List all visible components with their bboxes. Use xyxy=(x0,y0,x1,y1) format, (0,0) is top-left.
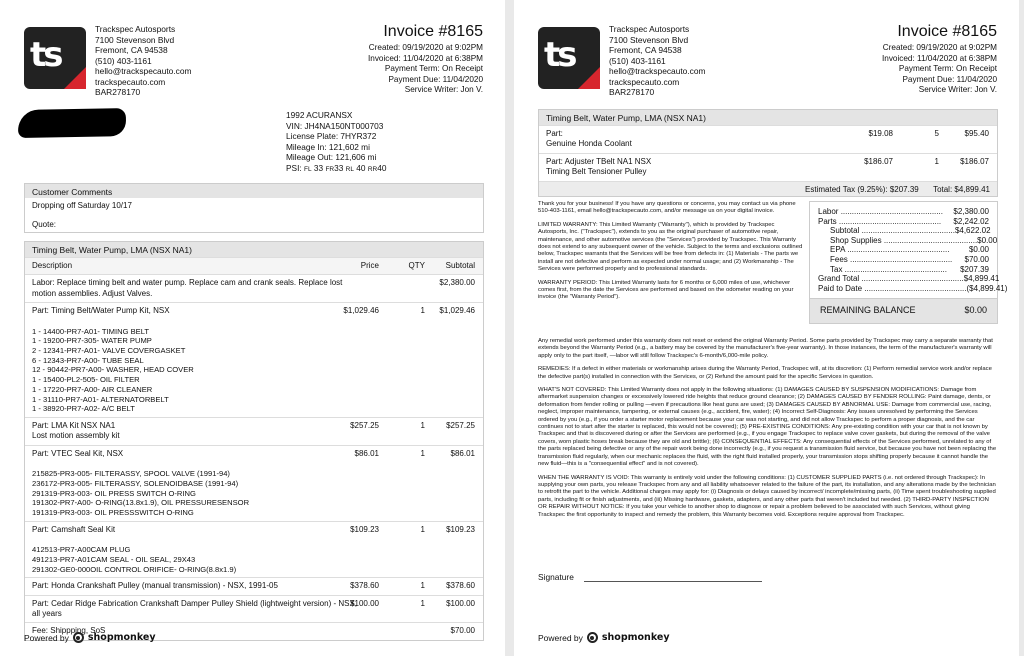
row-description: Part: Genuine Honda Coolant xyxy=(546,129,632,149)
shop-logo: ts xyxy=(24,27,86,89)
warranty-period-text: WARRANTY PERIOD: This Limited Warranty lasts for 6 months or 6,000 miles of use, whichever comes first, from the date the Services are performed and based on the odometer reading on your invoice (the "Warranty Period"). xyxy=(538,279,794,301)
invoice-payment-due: Payment Due: 11/04/2020 xyxy=(902,74,997,84)
row-price: $378.60 xyxy=(350,581,379,591)
col-price: Price xyxy=(360,261,379,270)
remaining-balance: REMAINING BALANCE $0.00 xyxy=(810,298,997,323)
summary-parts: Parts .............................................. $2,242.02 xyxy=(818,216,989,226)
row-price: $100.00 xyxy=(350,598,379,608)
vehicle-mileage-out: Mileage Out: 121,606 mi xyxy=(286,152,377,162)
row-price: $1,029.46 xyxy=(343,306,379,316)
shopmonkey-brand: shopmonkey xyxy=(601,632,670,643)
limited-warranty-text: LIMITED WARRANTY: This Limited Warranty ("Warranty"), which is provided by Trackspec Autosports, Inc. ("Trackspec"), extends to you as the original purchaser of automotive repair, maintenance, and other automotive services (the "Services") provided by Trackspec. This Warranty does not extend to any subsequent owner of the vehicle. Subject to the terms and exclusions outlined below, Trackspec warrants that the Services will be free from defects in: (1) Materials - The parts we install are not defective and perform as expected under normal usage; and (2) Workmanship - The Services were performed properly and to professional standards. xyxy=(538,221,803,273)
invoice-invoiced: Invoiced: 11/04/2020 at 6:38PM xyxy=(881,53,997,63)
table-row xyxy=(25,302,483,417)
shop-name: Trackspec Autosports xyxy=(609,24,690,34)
job-totals xyxy=(539,181,997,196)
summary-tax: Tax .............................................. $207.39 xyxy=(830,264,989,274)
row-subtotal: $109.23 xyxy=(446,524,475,534)
invoice-title: Invoice #8165 xyxy=(897,23,997,40)
invoice-invoiced: Invoiced: 11/04/2020 at 6:38PM xyxy=(367,53,483,63)
shop-info xyxy=(95,24,191,98)
shopmonkey-brand: shopmonkey xyxy=(87,632,156,643)
table-header-row xyxy=(25,257,483,274)
vehicle-vin: VIN: JH4NA150NT000703 xyxy=(286,120,384,131)
row-description: Part: LMA Kit NSX NA1 Lost motion assembly kit xyxy=(32,420,120,441)
row-price: $186.07 xyxy=(864,156,893,166)
invoice-created: Created: 09/19/2020 at 9:02PM xyxy=(882,43,997,52)
shop-phone: (510) 403-1161 xyxy=(609,55,666,66)
row-subtotal: $70.00 xyxy=(450,626,475,636)
vehicle-mileage-in: Mileage In: 121,602 mi xyxy=(286,141,370,152)
row-description: Part: Camshaft Seal Kit xyxy=(32,524,116,534)
shop-info xyxy=(609,24,705,98)
vehicle-name: 1992 ACURANSX xyxy=(286,110,353,120)
row-qty: 1 xyxy=(420,448,425,458)
row-subtotal: $378.60 xyxy=(446,581,475,591)
shop-phone: (510) 403-1161 xyxy=(95,55,152,66)
shop-address2: Fremont, CA 94538 xyxy=(95,45,168,55)
summary-box xyxy=(809,201,1008,324)
invoice-info xyxy=(882,22,997,96)
vehicle-plate: License Plate: 7HYR372 xyxy=(286,131,377,141)
row-qty: 1 xyxy=(420,524,425,534)
estimated-tax: Estimated Tax (9.25%): $207.39 xyxy=(805,184,919,194)
summary-fees: Fees .............................................. $70.00 xyxy=(830,254,989,264)
row-price: $109.23 xyxy=(350,524,379,534)
job-total: Total: $4,899.41 xyxy=(933,184,990,194)
not-covered-text: WHAT'S NOT COVERED: This Limited Warranty does not apply in the following situations: (1) DAMAGES CAUSED BY SUSPENSION MODIFICATIONS: Damage from aftermarket suspension changes or excessively lowered ride heights that reduce ground clearance; (2) DAMAGES CAUSED BY FENDER ROLLING: Paint damage, dents, or deformation from fender rolling or pulling —even if precautions like heat guns are used; (3) DAMAGES CAUSED BY ABNORMAL USE: Damage from commercial use, racing, neglect, improper maintenance, tampering, or external causes (e.g., accident, fire, water); (4) Incorrect Self-Diagnosis: Any issues unresolved by performing the Services ordered by you (e.g., if you order a starter motor replacement because your car was not starting, and did not allow Trackspec to perform a proper diagnosis, and the car continues not to start after the starter is replaced, this would not be covered); (5) PRE-EXISTING CONDITIONS: Any pre-existing condition with your car that is not known by Trackspec and that is discovered during or after the Services are performed (e.g., if you engage Trackspec to replace valve cover gaskets, but during the removal of the valve covers, worn plastic hoses break because they are old and brittle); (6) CONSEQUENTIAL EFFECTS: Any consequential effects of the Services performed, unrelated to any of the parts replaced being defective or any of the repair work being done incorrectly (e.g., if you request a transmission fluid service, but because you have not been replacing the transmission fluid regularly, when our mechanic replaces the fluid, with the right fluid installed properly, your transmission stops shifting properly because it cannot handle the new fluid—this is a "consequential effect" and is not covered). xyxy=(538,387,997,468)
table-row xyxy=(25,577,483,594)
logo-red-corner xyxy=(578,67,600,89)
shop-website: trackspecauto.com xyxy=(95,76,166,87)
table-row xyxy=(25,274,483,302)
job-title: Timing Belt, Water Pump, LMA (NSX NA1) xyxy=(539,110,997,125)
row-description: Part: VTEC Seal Kit, NSX xyxy=(32,448,124,458)
invoice-payment-term: Payment Term: On Receipt xyxy=(898,64,997,73)
row-description: Part: Cedar Ridge Fabrication Crankshaft Damper Pulley Shield (lightweight version) - NSX, all years xyxy=(32,598,358,619)
invoice-service-writer: Service Writer: Jon V. xyxy=(404,85,483,94)
page-divider xyxy=(505,0,514,656)
shop-bar: BAR278170 xyxy=(95,87,141,97)
summary-grand-total: Grand Total .............................................. $4,899.41 xyxy=(818,274,1000,284)
part-numbers-list: 215825-PR3-005- FILTERASSY, SPOOL VALVE (1991-94) 236172-PR3-005- FILTERASSY, SOLENOIDBASE (1991-94) 291319-PR3-003- OIL PRESS SWITCH O-RING 191302-PR7-A00- O-RING(13.8x1.9), OIL PRESSURESENSOR 191319-PR3-003- OIL PRESSSWITCH O-RING xyxy=(32,469,250,517)
row-subtotal: $1,029.46 xyxy=(439,306,475,316)
table-row xyxy=(539,153,997,181)
row-qty: 5 xyxy=(934,129,939,138)
job-table xyxy=(24,241,484,641)
invoice-created: Created: 09/19/2020 at 9:02PM xyxy=(368,43,483,52)
invoice-page-2 xyxy=(514,0,1019,656)
shop-email: hello@trackspecauto.com xyxy=(609,66,706,76)
shop-name: Trackspec Autosports xyxy=(95,24,176,34)
signature-label: Signature xyxy=(538,572,574,582)
shop-bar: BAR278170 xyxy=(609,87,655,97)
row-qty: 1 xyxy=(420,420,425,430)
col-subtotal: Subtotal xyxy=(445,261,475,270)
row-subtotal: $186.07 xyxy=(960,156,989,166)
job-title: Timing Belt, Water Pump, LMA (NSX NA1) xyxy=(25,242,483,257)
vehicle-info xyxy=(286,110,386,175)
summary-paid-to-date: Paid to Date .............................................. ($4,899.41) xyxy=(818,283,1008,293)
table-row xyxy=(25,445,483,521)
shopmonkey-logo-icon xyxy=(587,632,598,643)
summary-subtotal: Subtotal .......................................... $4,622.02 xyxy=(830,226,991,236)
row-qty: 1 xyxy=(420,306,425,316)
summary-shop-supplies: Shop Supplies .......................................... $0.00 xyxy=(830,235,998,245)
invoice-info xyxy=(368,22,483,96)
invoice-page-1 xyxy=(0,0,505,656)
table-row xyxy=(25,595,483,623)
row-subtotal: $95.40 xyxy=(964,129,989,138)
vehicle-psi: PSI: FL 33 FR33 RL 40 RR40 xyxy=(286,162,387,173)
row-subtotal: $100.00 xyxy=(446,598,475,608)
table-row xyxy=(25,521,483,578)
shopmonkey-logo-icon xyxy=(73,632,84,643)
summary-epa: EPA .............................................. $0.00 xyxy=(830,245,989,255)
shop-address1: 7100 Stevenson Blvd xyxy=(609,34,689,45)
shop-logo: ts xyxy=(538,27,600,89)
warranty-text-full xyxy=(538,338,998,525)
powered-by: Powered by shopmonkey xyxy=(24,632,156,643)
summary-labor: Labor .............................................. $2,380.00 xyxy=(818,207,989,216)
comments-text: Dropping off Saturday 10/17 xyxy=(32,201,132,210)
row-description: Part: Honda Crankshaft Pulley (manual transmission) - NSX, 1991-05 xyxy=(32,581,278,591)
warranty-void-text: WHEN THE WARRANTY IS VOID: This warranty is entirely void under the following conditions: (1) CUSTOMER SUPPLIED PARTS (i.e. not ordered through Trackspec): In supplying your own parts, you release Trackspec from any and all liability whatsoever related to the failure of the part, its installation, and any alterations made by the technician to retrofit the part to the vehicle. Additional charges may apply for: (i) Diagnosis or delays caused by incorrect/ incomplete/missing parts, (ii) Time spent troubleshooting supplied parts, including fit or finish adjustments, and (iii) Missing hardware, gaskets, adapters, and any other parts that weren't included but needed. (2) THIRD-PARTY INSPECTION OR REPAIR WITHOUT NOTICE: If you take your vehicle to another shop to diagnose or repair a problem believed to be associated with such Services, without giving Trackspec the first opportunity to inspect and remedy the problem, this Warranty becomes void. Exceptions require approval from Trackspec. xyxy=(538,474,996,518)
comments-header: Customer Comments xyxy=(25,184,483,198)
remedies-text: REMEDIES: If a defect in either materials or workmanship arises during the Warranty Period, Trackspec will, at its discretion: (1) Perform remedial service work and/or replace the defective part(s) installed in connection with the Services, or (2) Refund the amount paid for the specific Services in question. xyxy=(538,366,992,380)
row-qty: 1 xyxy=(420,598,425,608)
job-rows xyxy=(539,125,997,181)
table-row xyxy=(539,125,997,153)
thank-you-text: Thank you for your business! If you have any questions or concerns, you may contact us via phone 510-403-1161, email hello@trackspecauto.com, and/or message us on your digital invoice. xyxy=(538,201,796,215)
table-row xyxy=(25,417,483,445)
row-description: Fee: Shippping, SoS xyxy=(32,626,106,636)
job-table-continued xyxy=(538,109,998,197)
shop-address1: 7100 Stevenson Blvd xyxy=(95,34,175,45)
signature-area xyxy=(538,572,762,582)
invoice-title: Invoice #8165 xyxy=(383,23,483,40)
row-price: $86.01 xyxy=(354,448,379,458)
signature-line[interactable] xyxy=(584,573,762,582)
row-subtotal: $257.25 xyxy=(446,420,475,430)
customer-comments xyxy=(24,183,484,233)
part-numbers-list: 1 - 14400-PR7-A01- TIMING BELT 1 - 19200-PR7-305- WATER PUMP 2 - 12341-PR7-A01- VALVE COVERGASKET 6 - 12343-PR7-A00- TUBE SEAL 12 - 90442-PR7-A00- WASHER, HEAD COVER 1 - 15400-PL2-505- OIL FILTER 1 - 17220-PR7-A00- AIR CLEANER 1 - 31110-PR7-A01- ALTERNATORBELT 1 - 38920-PR7-A02- A/C BELT xyxy=(32,326,194,414)
row-subtotal: $2,380.00 xyxy=(439,278,475,288)
row-description: Part: Adjuster TBelt NA1 NSX Timing Belt Tensioner Pulley xyxy=(546,156,652,177)
row-price: $19.08 xyxy=(868,129,893,138)
row-qty: 1 xyxy=(420,581,425,591)
invoice-payment-due: Payment Due: 11/04/2020 xyxy=(388,74,483,84)
row-description: Labor: Replace timing belt and water pump. Replace cam and crank seals. Replace lost motion assemblies. Adjust Valves. xyxy=(32,278,343,298)
row-description: Part: Timing Belt/Water Pump Kit, NSX xyxy=(32,306,170,316)
part-numbers-list: 412513-PR7-A00CAM PLUG 491213-PR7-A01CAM SEAL - OIL SEAL, 29X43 291302-GE0-000OIL CONTROL ORIFICE- O-RING(8.8x1.9) xyxy=(32,545,237,574)
shop-email: hello@trackspecauto.com xyxy=(95,66,192,76)
warranty-text-column xyxy=(538,201,804,308)
invoice-service-writer: Service Writer: Jon V. xyxy=(918,85,997,94)
powered-by: Powered by shopmonkey xyxy=(538,632,670,643)
invoice-payment-term: Payment Term: On Receipt xyxy=(384,64,483,73)
row-qty: 1 xyxy=(934,156,939,166)
shop-website: trackspecauto.com xyxy=(609,76,680,87)
row-price: $257.25 xyxy=(350,420,379,430)
col-qty: QTY xyxy=(408,261,425,270)
job-rows xyxy=(25,274,483,639)
remedial-work-text: Any remedial work performed under this warranty does not reset or extend the original Warranty Period. Some parts provided by Trackspec may carry a separate warranty that extends beyond the Warranty Period (e.g., a battery may be covered by the manufacturer's five-year warranty). In those instances, the term of the manufacturer's warranty will apply only to the part itself, —labor will still follow Trackspec's 6-month/6,000-mile policy. xyxy=(538,338,993,359)
logo-red-corner xyxy=(64,67,86,89)
col-description: Description xyxy=(32,261,73,270)
shop-address2: Fremont, CA 94538 xyxy=(609,45,682,55)
row-subtotal: $86.01 xyxy=(450,448,475,458)
comments-quote: Quote: xyxy=(32,220,57,229)
redacted-customer-name xyxy=(18,108,126,138)
